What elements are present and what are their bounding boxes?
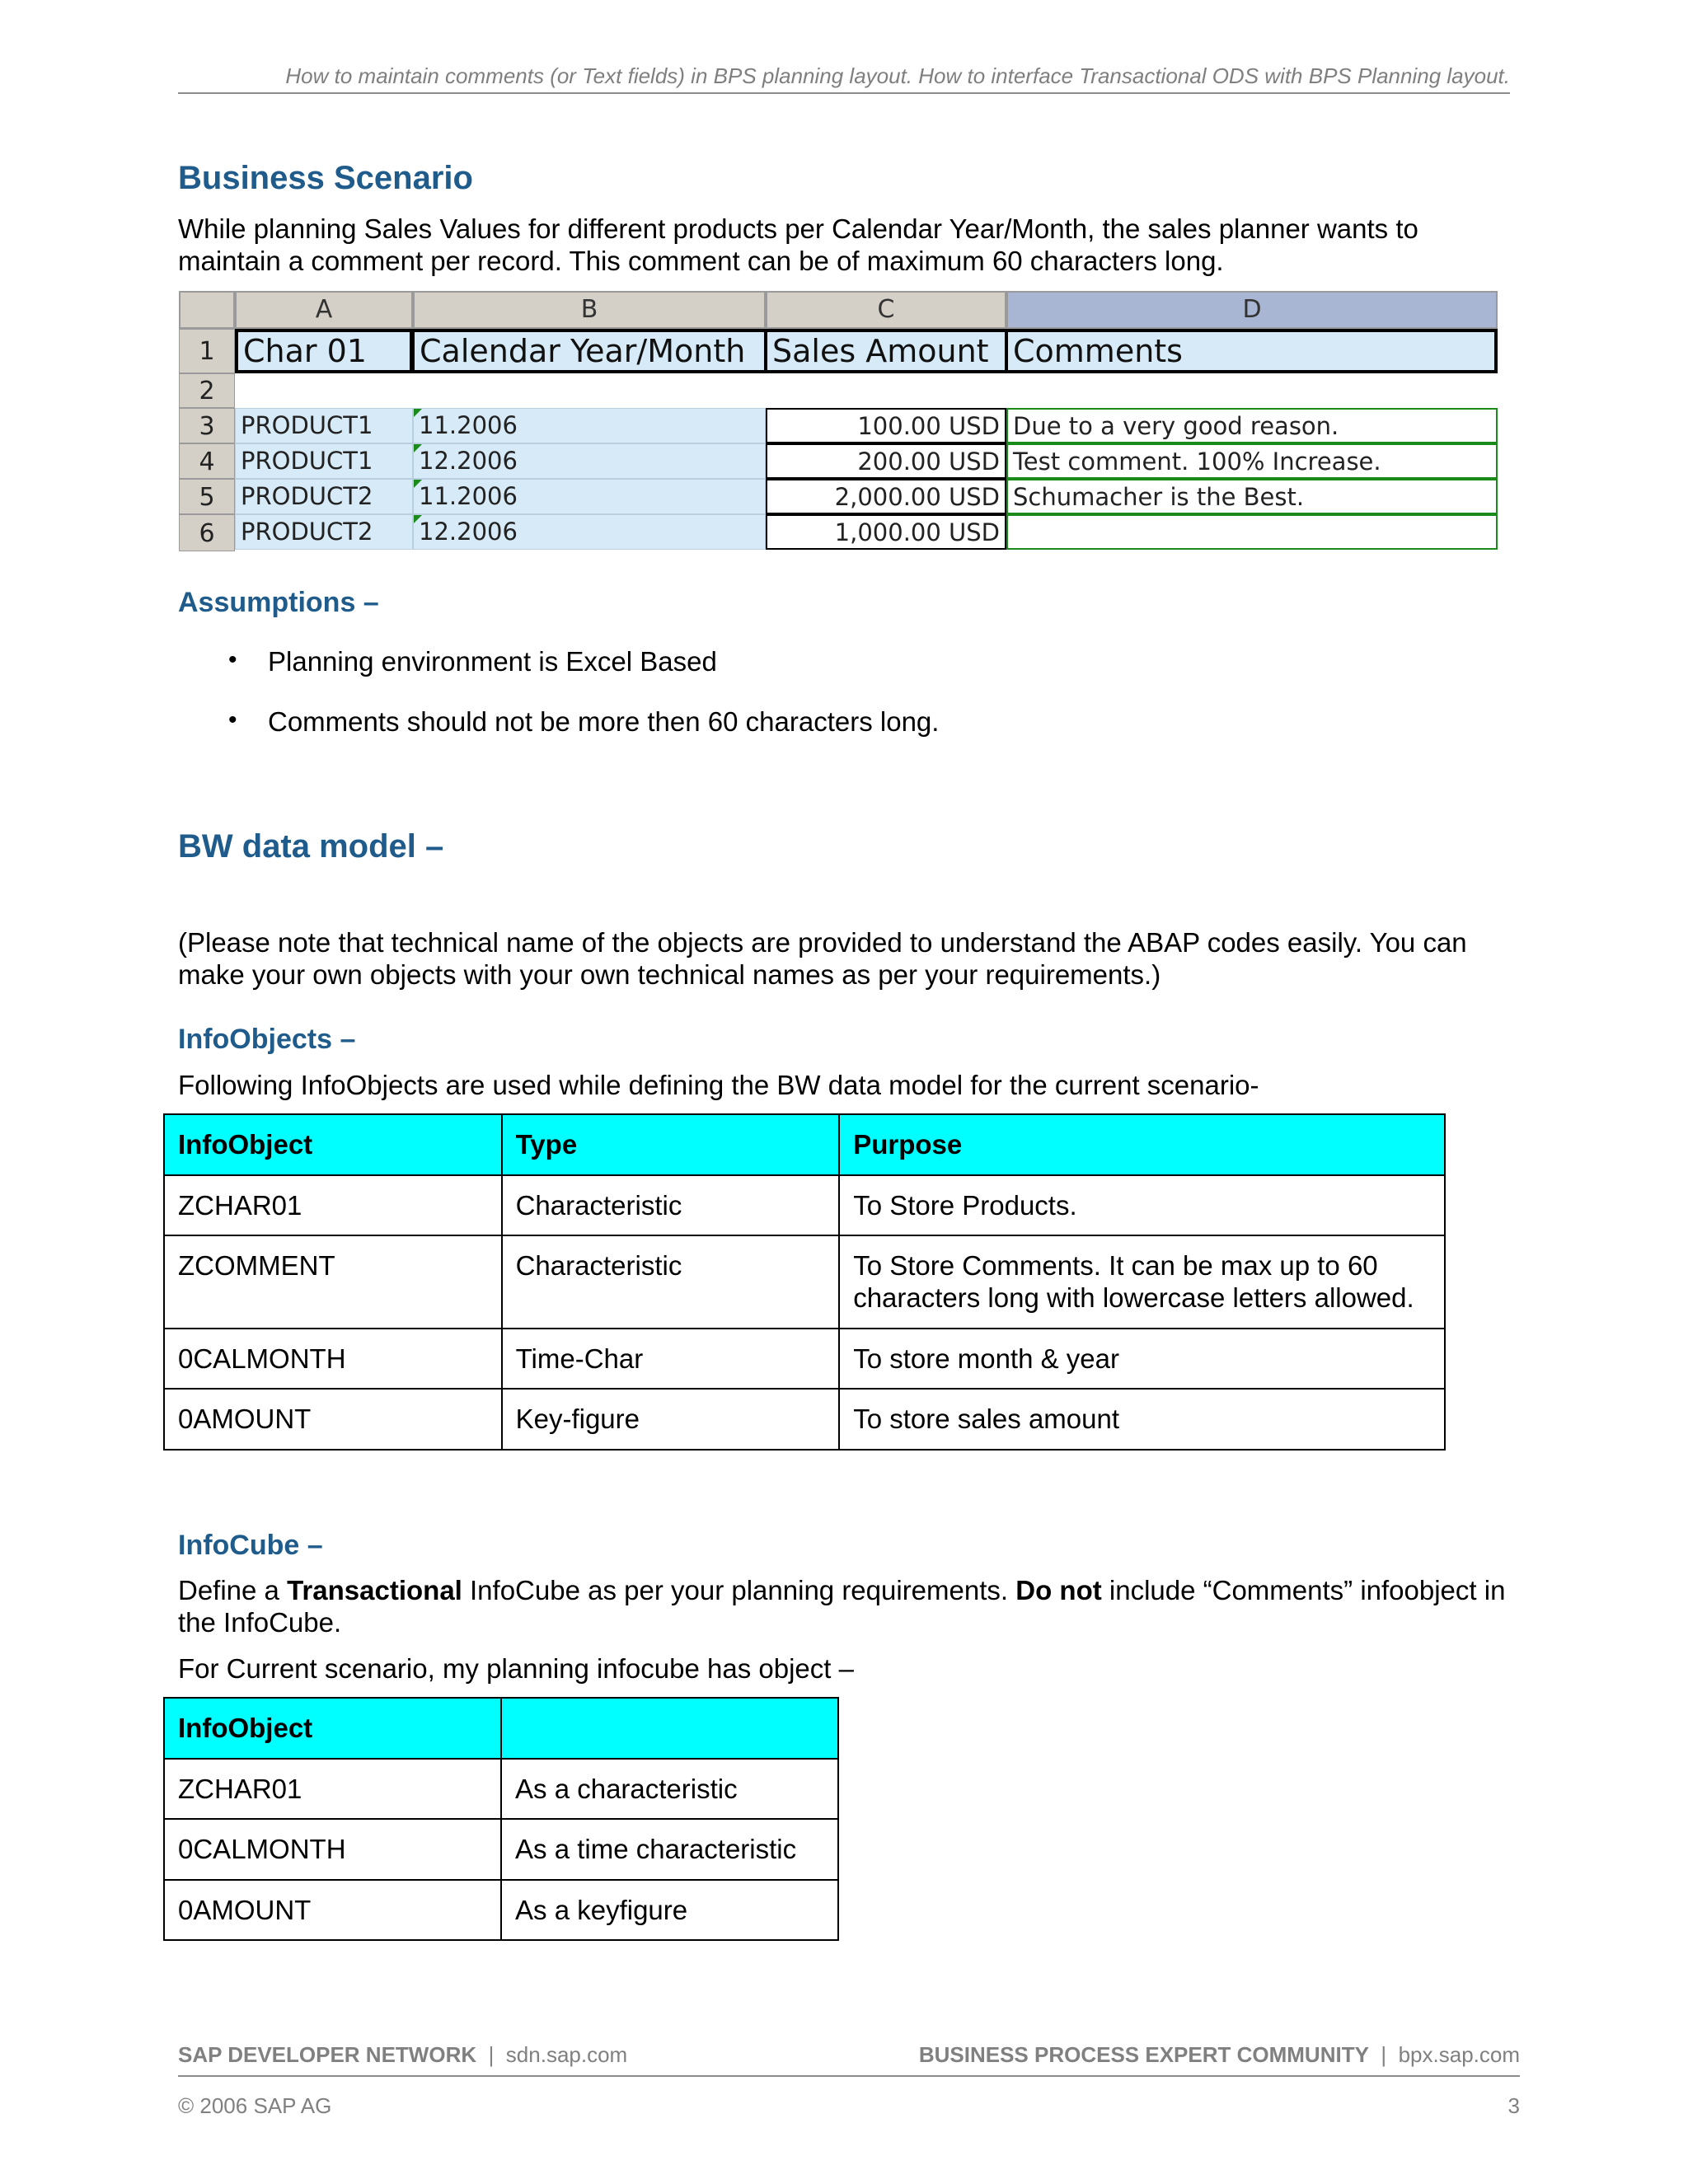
table-cell: To store sales amount — [839, 1389, 1445, 1450]
footer-bpx-label: BUSINESS PROCESS EXPERT COMMUNITY — [918, 2042, 1369, 2067]
table-cell: 0CALMONTH — [164, 1819, 501, 1880]
footer-left — [178, 2042, 627, 2068]
row-number: 3 — [179, 408, 235, 443]
col-header-b: B — [413, 291, 766, 329]
cell-amount: 1,000.00 USD — [766, 514, 1006, 550]
table-cell: Characteristic — [502, 1175, 840, 1235]
footer-copyright: © 2006 SAP AG — [178, 2093, 332, 2118]
footer-divider — [178, 2075, 1520, 2077]
footer-separator: | — [488, 2042, 495, 2067]
infocube-bold-text: Transactional — [287, 1575, 462, 1605]
assumption-text: Comments should not be more then 60 characters long. — [268, 706, 940, 737]
row-number: 6 — [179, 514, 235, 551]
col-header-c: C — [766, 291, 1006, 329]
running-header: How to maintain comments (or Text fields) in BPS planning layout. How to interface Transactional ODS with BPS Planning layout. — [178, 61, 1510, 94]
bullet-icon: • — [228, 706, 237, 733]
spreadsheet-screenshot — [179, 291, 1498, 551]
table-cell: To Store Comments. It can be max up to 60 characters long with lowercase letters allowed. — [839, 1235, 1445, 1329]
cell-month — [413, 479, 766, 514]
infocube-heading: InfoCube – — [178, 1530, 323, 1561]
cell-amount: 200.00 USD — [766, 443, 1006, 479]
table-header: Type — [502, 1114, 840, 1175]
infocube-table — [163, 1697, 839, 1941]
cell-month-value: 11.2006 — [419, 411, 518, 439]
business-scenario-text: While planning Sales Values for different products per Calendar Year/Month, the sales planner wants to maintain a comment per record. This comment can be of maximum 60 characters long. — [178, 213, 1418, 276]
row-number: 2 — [179, 373, 235, 408]
bullet-icon: • — [228, 646, 237, 673]
business-scenario-heading: Business Scenario — [178, 160, 473, 196]
table-cell: Key-figure — [502, 1389, 840, 1450]
sheet-header-amount: Sales Amount — [764, 329, 1008, 373]
cell-comment: Schumacher is the Best. — [1006, 479, 1498, 514]
table-cell: Characteristic — [502, 1235, 840, 1329]
cell-comment: Due to a very good reason. — [1006, 408, 1498, 443]
table-cell: ZCHAR01 — [164, 1759, 501, 1819]
bw-data-model-note: (Please note that technical name of the objects are provided to understand the ABAP codes easily. You can make your own objects with your own technical names as per your requirements.) — [178, 927, 1467, 990]
footer-sdn-label: SAP DEVELOPER NETWORK — [178, 2042, 477, 2067]
infocube-bold-text: Do not — [1015, 1575, 1102, 1605]
cell-month-value: 12.2006 — [419, 447, 518, 475]
table-cell: To store month & year — [839, 1329, 1445, 1389]
cell-product: PRODUCT2 — [235, 514, 413, 550]
table-header: Purpose — [839, 1114, 1445, 1175]
col-header-d: D — [1006, 291, 1498, 329]
table-cell: Time-Char — [502, 1329, 840, 1389]
row-number: 4 — [179, 443, 235, 479]
cell-product: PRODUCT2 — [235, 479, 413, 514]
infoobjects-table — [163, 1113, 1446, 1451]
cell-comment — [1006, 514, 1498, 550]
cell-month-value: 11.2006 — [419, 482, 518, 510]
row-number: 1 — [179, 329, 235, 373]
assumption-item — [228, 706, 940, 738]
infocube-paragraph — [178, 1574, 1513, 1638]
table-header — [501, 1698, 838, 1759]
empty-row — [235, 373, 1498, 408]
sheet-header-calmonth: Calendar Year/Month — [411, 329, 767, 373]
footer-bpx-link[interactable]: bpx.sap.com — [1398, 2042, 1520, 2067]
infocube-intro: For Current scenario, my planning infocube has object – — [178, 1653, 854, 1684]
cell-month — [413, 408, 766, 443]
footer-sdn-link[interactable]: sdn.sap.com — [505, 2042, 628, 2067]
table-header: InfoObject — [164, 1698, 501, 1759]
table-cell: As a time characteristic — [501, 1819, 838, 1880]
table-cell: As a characteristic — [501, 1759, 838, 1819]
footer-separator: | — [1381, 2042, 1387, 2067]
footer-right — [919, 2042, 1520, 2068]
infocube-text: InfoCube as per your planning requirements. — [462, 1575, 1016, 1605]
cell-product: PRODUCT1 — [235, 408, 413, 443]
sheet-header-char01: Char 01 — [235, 329, 413, 373]
table-cell: To Store Products. — [839, 1175, 1445, 1235]
infoobjects-intro: Following InfoObjects are used while defining the BW data model for the current scenario- — [178, 1070, 1259, 1100]
cell-product: PRODUCT1 — [235, 443, 413, 479]
infoobjects-heading: InfoObjects – — [178, 1024, 356, 1055]
table-cell: 0CALMONTH — [164, 1329, 502, 1389]
row-number: 5 — [179, 479, 235, 514]
sheet-header-comments: Comments — [1005, 329, 1498, 373]
table-cell: As a keyfigure — [501, 1880, 838, 1940]
cell-amount: 100.00 USD — [766, 408, 1006, 443]
table-cell: ZCOMMENT — [164, 1235, 502, 1329]
cell-month — [413, 443, 766, 479]
cell-month-value: 12.2006 — [419, 518, 518, 546]
bw-data-model-heading: BW data model – — [178, 828, 444, 865]
infocube-text: include “Comments” infoobject in the InfoCube. — [178, 1575, 1506, 1638]
sheet-corner — [179, 291, 235, 329]
table-cell: 0AMOUNT — [164, 1389, 502, 1450]
assumption-item — [228, 646, 717, 677]
note-indicator-icon — [414, 409, 422, 417]
note-indicator-icon — [414, 480, 422, 488]
cell-amount: 2,000.00 USD — [766, 479, 1006, 514]
note-indicator-icon — [414, 515, 422, 523]
page-number: 3 — [1507, 2093, 1520, 2118]
assumption-text: Planning environment is Excel Based — [268, 646, 717, 677]
note-indicator-icon — [414, 444, 422, 452]
table-header: InfoObject — [164, 1114, 502, 1175]
infocube-text: Define a — [178, 1575, 288, 1605]
col-header-a: A — [235, 291, 413, 329]
cell-month — [413, 514, 766, 550]
assumptions-heading: Assumptions – — [178, 587, 379, 618]
table-cell: 0AMOUNT — [164, 1880, 501, 1940]
table-cell: ZCHAR01 — [164, 1175, 502, 1235]
cell-comment: Test comment. 100% Increase. — [1006, 443, 1498, 479]
